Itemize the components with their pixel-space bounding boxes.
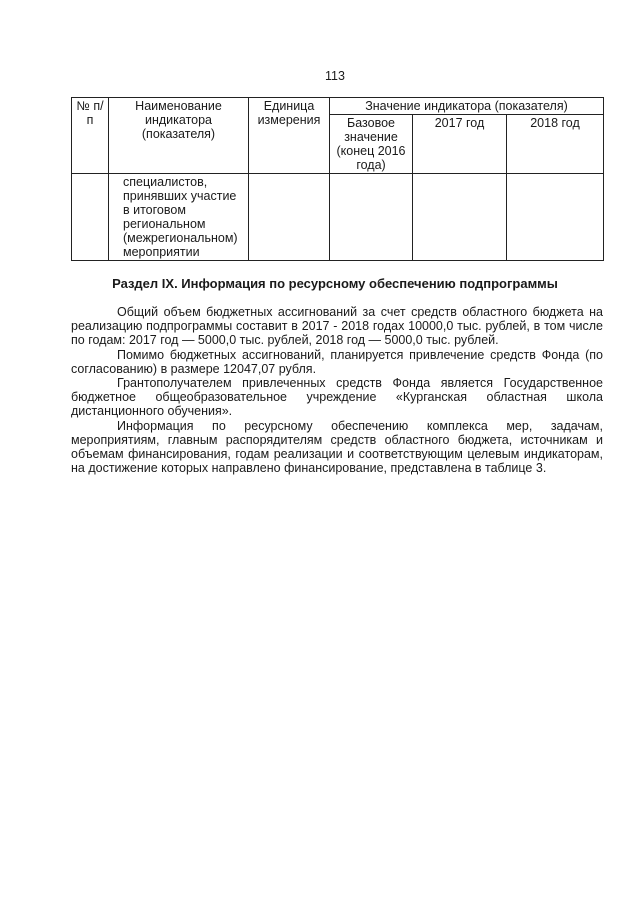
paragraph: Грантополучателем привлеченных средств Фонда является Государственное бюджетное общеобразовательное учреждение «Курганская областная школа дистанционного обучения». bbox=[71, 376, 603, 419]
table-row bbox=[72, 174, 604, 261]
cell-base bbox=[330, 174, 413, 261]
header-base: Базовое значение (конец 2016 года) bbox=[330, 115, 413, 174]
cell-num bbox=[72, 174, 109, 261]
table-header-row bbox=[72, 98, 604, 115]
paragraph: Информация по ресурсному обеспечению комплекса мер, задачам, мероприятиям, главным распорядителям средств областного бюджета, источникам и объемам финансирования, годам реализации и соответствующим целевым индикаторам, на достижение которых направлено финансирование, представлена в таблице 3. bbox=[71, 418, 603, 476]
cell-name: специалистов, принявших участие в итоговом региональном (межрегиональном) мероприятии bbox=[109, 174, 249, 261]
header-num: № п/п bbox=[72, 98, 109, 174]
cell-2018 bbox=[507, 174, 604, 261]
header-unit: Единица измерения bbox=[249, 98, 330, 174]
section-title: Раздел IX. Информация по ресурсному обеспечению подпрограммы bbox=[112, 276, 558, 291]
header-2018: 2018 год bbox=[507, 115, 604, 174]
section-body bbox=[71, 305, 603, 475]
header-value-group: Значение индикатора (показателя) bbox=[330, 98, 604, 115]
paragraph: Помимо бюджетных ассигнований, планируется привлечение средств Фонда (по согласованию) в размере 12047,07 рубля. bbox=[71, 347, 603, 376]
indicator-table bbox=[71, 97, 604, 261]
paragraph: Общий объем бюджетных ассигнований за счет средств областного бюджета на реализацию подпрограммы составит в 2017 - 2018 годах 10000,0 тыс. рублей, в том числе по годам: 2017 год — 5000,0 тыс. рублей, 2018 год — 5000,0 тыс. рублей. bbox=[71, 305, 603, 348]
cell-2017 bbox=[413, 174, 507, 261]
header-2017: 2017 год bbox=[413, 115, 507, 174]
header-name: Наименование индикатора (показателя) bbox=[109, 98, 249, 174]
page-number: 113 bbox=[325, 69, 345, 83]
cell-unit bbox=[249, 174, 330, 261]
